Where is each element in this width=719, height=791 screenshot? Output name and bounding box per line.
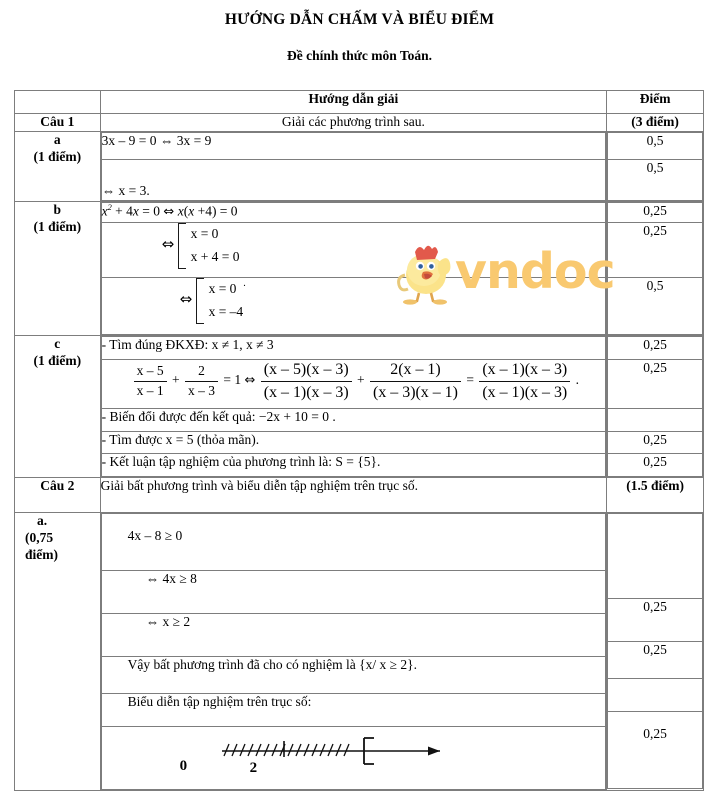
document-page	[0, 11, 719, 776]
table-row-a	[15, 131, 704, 201]
row-label-a-line1: a	[53, 131, 61, 147]
op-period: .	[575, 372, 579, 388]
sys-b1-line1: x = 0	[190, 225, 219, 241]
points-c2: 0,25	[608, 359, 703, 408]
step-a2: ⇔ x = 3.	[101, 159, 606, 200]
points-b1: 0,25	[608, 202, 703, 222]
row-label-c	[15, 335, 101, 477]
grading-table	[14, 90, 704, 791]
points-a2: 0,5	[608, 159, 703, 200]
op-equals: =	[466, 372, 474, 388]
step-2a4: Vậy bất phương trình đã cho có nghiệm là {x/ x ≥ 2}.	[101, 656, 606, 693]
number-line-label-2: 2	[249, 759, 258, 776]
table-row-cau1	[15, 114, 704, 132]
page-title: HƯỚNG DẪN CHẤM VÀ BIỂU ĐIỂM	[224, 11, 495, 28]
row-body-b	[100, 201, 607, 335]
watermark-text: vndoc	[455, 243, 615, 300]
frac-c3: $\frac{(x - 5)(x - 3)}{(x - 1)(x - 3)}$	[261, 360, 352, 403]
step-b1: $x^2 + 4x = 0$ ⇔ x(x +4) = 0	[101, 202, 606, 222]
row-points-c	[607, 335, 704, 477]
points-a1: 0,5	[608, 132, 703, 159]
row-label-c-line1: c	[54, 335, 61, 351]
page-subtitle: Đề chính thức môn Toán.	[286, 48, 432, 63]
row-label-cau2a	[15, 512, 101, 790]
table-row-cau2	[15, 477, 704, 512]
frac-c4: $\frac{2(x - 1)}{(x - 3)(x - 1)}$	[370, 360, 461, 403]
table-header-row	[15, 91, 704, 114]
row-label-b	[15, 201, 101, 335]
points-2a4: 0,25	[608, 641, 703, 678]
points-b3: 0,5	[608, 277, 703, 334]
step-b2: ⇔ x = 0 x + 4 = 0	[101, 222, 606, 277]
points-2a6: 0,25	[608, 711, 703, 788]
op-iff: ⇔	[244, 373, 256, 389]
header-cell-guide: Hướng dẫn giải	[100, 91, 607, 114]
row-label-cau1: Câu 1	[15, 114, 101, 132]
row-body-c	[100, 335, 607, 477]
row-label-cau2a-line2: (0,75	[25, 529, 54, 545]
header-cell-blank	[15, 91, 101, 114]
row-label-a-line2: (1 điểm)	[33, 148, 82, 164]
row-points-cau2: (1.5 điểm)	[607, 477, 704, 512]
points-b2: 0,25	[608, 222, 703, 277]
row-points-cau2a	[607, 512, 704, 790]
points-c5: 0,25	[608, 453, 703, 476]
points-c3	[608, 408, 703, 431]
points-c4: 0,25	[608, 431, 703, 453]
op-plus-2: +	[357, 372, 365, 388]
frac-c1: $\frac{x - 5}{x - 1}$	[134, 363, 167, 400]
row-body-cau2a	[100, 512, 607, 790]
step-2a3: ⇔ x ≥ 2	[101, 613, 606, 656]
header-cell-points: Điểm	[607, 91, 704, 114]
number-line-figure	[102, 727, 606, 783]
step-c4: - Tìm được x = 5 (thỏa mãn).	[101, 431, 606, 453]
row-label-b-line2: (1 điểm)	[33, 218, 82, 234]
points-2a3: 0,25	[608, 598, 703, 641]
step-c5: - Kết luận tập nghiệm của phương trình là: S = {5}.	[101, 453, 606, 476]
rhs-eq-1: = 1	[223, 372, 242, 388]
step-a1: 3x – 9 = 0 ⇔ 3x = 9	[101, 132, 606, 159]
row-body-a	[100, 131, 607, 201]
row-label-b-line1: b	[53, 201, 62, 217]
sys-b2-line2: x = –4	[208, 303, 244, 319]
row-label-cau2a-line1: a.	[37, 512, 48, 528]
points-c1: 0,25	[608, 336, 703, 359]
step-2a1: 4x – 8 ≥ 0	[101, 513, 606, 570]
row-label-cau2: Câu 2	[15, 477, 101, 512]
table-row-c	[15, 335, 704, 477]
table-row-cau2-a	[15, 512, 704, 790]
row-label-c-line2: (1 điểm)	[33, 352, 82, 368]
frac-c2: $\frac{2}{x - 3}$	[185, 363, 218, 400]
number-line-label-0: 0	[179, 757, 188, 774]
sys-b2-line1: x = 0	[208, 280, 237, 296]
row-points-cau1: (3 điểm)	[607, 114, 704, 132]
step-c1: - Tìm đúng ĐKXĐ: x ≠ 1, x ≠ 3	[101, 336, 606, 359]
row-label-a	[15, 131, 101, 201]
step-2a6-number-line	[101, 726, 606, 789]
system-bracket-b2	[196, 278, 244, 324]
row-body-cau2: Giải bất phương trình và biểu diễn tập nghiệm trên trục số.	[100, 477, 607, 512]
op-plus-1: +	[171, 372, 180, 388]
step-2a2: ⇔ 4x ≥ 8	[101, 570, 606, 613]
row-points-a	[607, 131, 704, 201]
table-row-b	[15, 201, 704, 335]
row-body-cau1: Giải các phương trình sau.	[100, 114, 607, 132]
row-label-cau2a-line3: điểm)	[25, 546, 58, 562]
step-c3: - Biến đổi được đến kết quả: −2x + 10 = 0 .	[101, 408, 606, 431]
sys-b1-line2: x + 4 = 0	[190, 248, 240, 264]
step-c2-equation	[101, 359, 606, 408]
frac-c5: $\frac{(x - 1)(x - 3)}{(x - 1)(x - 3)}$	[479, 360, 570, 403]
row-points-b	[607, 201, 704, 335]
step-b3: ⇔ x = 0 x = –4 .	[101, 277, 606, 334]
step-2a5: Biểu diễn tập nghiệm trên trục số:	[101, 693, 606, 726]
system-bracket-b1	[178, 223, 240, 269]
